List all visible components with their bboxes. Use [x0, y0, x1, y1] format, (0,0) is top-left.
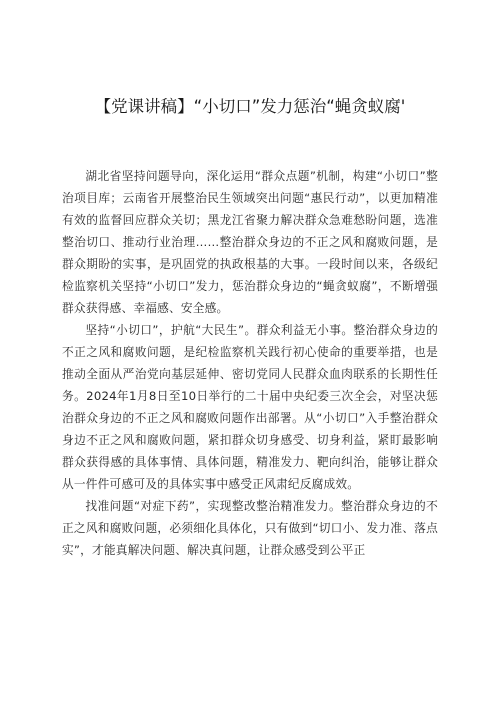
paragraph-3: 找准问题“对症下药”，实现整改整治精准发力。整治群众身边的不正之风和腐败问题，必须细化具体化，只有做到“切口小、发力准、落点实”，才能真解决问题、解决真问题，让群众感受到公平正	[62, 499, 438, 557]
document-title: 【党课讲稿】“小切口”发力惩治“蝇贪蚁腐'	[94, 97, 406, 116]
paragraph-2: 坚持“小切口”，护航“大民生”。群众利益无小事。整治群众身边的不正之风和腐败问题，是纪检监察机关践行初心使命的重要举措，也是推动全面从严治党向基层延伸、密切党同人民群众血肉联系的长期性任务。2024年1月8日至10日举行的二十届中央纪委三次全会，对坚决惩治群众身边的不正之风和腐败问题作出部署。从“小切口”入手整治群众身边不正之风和腐败问题，紧扣群众切身感受、切身利益，紧盯最影响群众获得感的具体事情、具体问题，精准发力、靶向纠治，能够让群众从一件件可感可及的具体实事中感受正风肃纪反腐成效。	[62, 323, 438, 491]
paragraph-1: 湖北省坚持问题导向，深化运用“群众点题”机制，构建“小切口”整治项目库；云南省开展整治民生领域突出问题“惠民行动”，以更加精准有效的监督回应群众关切；黑龙江省聚力解决群众急难愁盼问题，选准整治切口、推动行业治理……整治群众身边的不正之风和腐败问题，是群众期盼的实事，是巩固党的执政根基的大事。一段时间以来，各级纪检监察机关坚持“小切口”发力，惩治群众身边的“蝇贪蚁腐”，不断增强群众获得感、幸福感、安全感。	[62, 169, 438, 315]
document-body	[62, 165, 438, 561]
